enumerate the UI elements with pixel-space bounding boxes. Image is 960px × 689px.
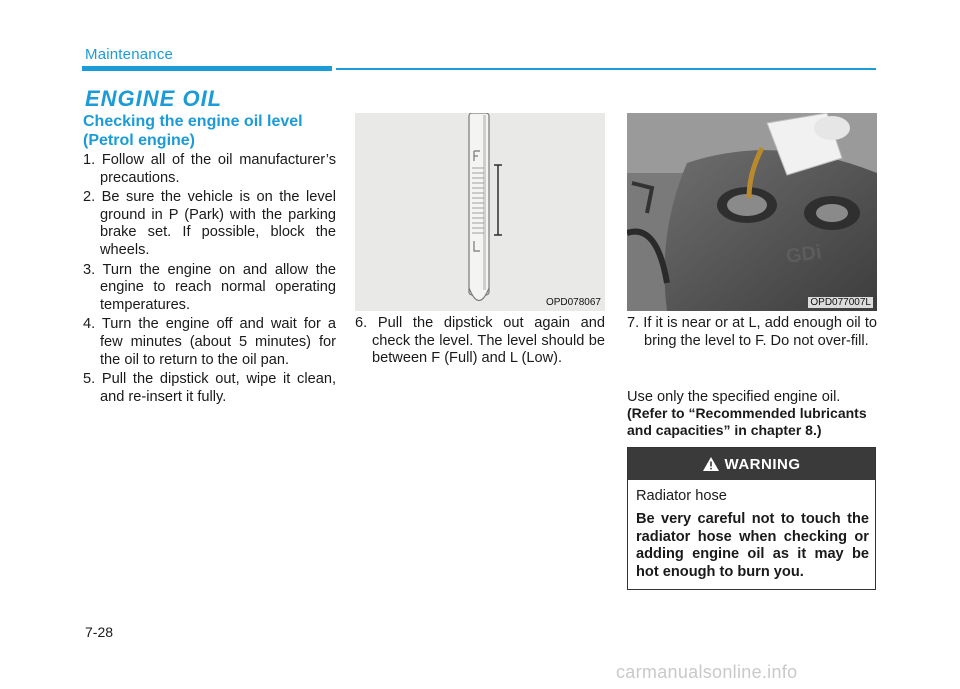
oil-note: Use only the specified engine oil. [627, 389, 841, 405]
warning-box [627, 447, 876, 590]
warning-body: Be very careful not to touch the radiator hose when checking or adding engine oil as it may be hot enough to burn you. [636, 511, 869, 580]
header-rule-thick [82, 66, 332, 71]
step-6: 6. Pull the dipstick out again and check the level. The level should be between F (Full) and L (Low). [355, 315, 605, 367]
subheading: Checking the engine oil level (Petrol engine) [83, 113, 303, 149]
page-title: ENGINE OIL [85, 86, 223, 111]
warning-triangle-icon [703, 457, 719, 471]
engine-figure [627, 113, 877, 311]
steps-list [83, 152, 336, 408]
step-7: 7. If it is near or at L, add enough oil to bring the level to F. Do not over-fill. [627, 315, 877, 349]
oil-reference: (Refer to “Recommended lubricants and capacities” in chapter 8.) [627, 405, 867, 438]
dipstick-figure [355, 113, 605, 311]
step-4: 4. Turn the engine off and wait for a few minutes (about 5 minutes) for the oil to return to the oil pan. [83, 316, 336, 368]
step-2: 2. Be sure the vehicle is on the level ground in P (Park) with the parking brake set. If possible, block the wheels. [83, 189, 336, 258]
section-label: Maintenance [85, 46, 174, 63]
page-number: 7-28 [85, 624, 114, 640]
figure-code: OPD078067 [545, 297, 601, 308]
step-3: 3. Turn the engine on and allow the engine to reach normal operating temperatures. [83, 261, 336, 313]
engine-oil-filling-photo [627, 113, 877, 311]
svg-text:GDi: GDi [784, 241, 823, 268]
step-5: 5. Pull the dipstick out, wipe it clean, and re-insert it fully. [83, 371, 336, 405]
warning-header [628, 448, 875, 480]
warning-title: Radiator hose [636, 488, 727, 504]
watermark: carmanualsonline.info [616, 662, 798, 682]
figure-code: OPD077007L [810, 297, 871, 308]
dipstick-illustration [355, 113, 605, 311]
step-1: 1. Follow all of the oil manufacturer’s precautions. [83, 152, 336, 186]
warning-label: WARNING [724, 455, 801, 473]
header-rule-thin [336, 68, 876, 70]
